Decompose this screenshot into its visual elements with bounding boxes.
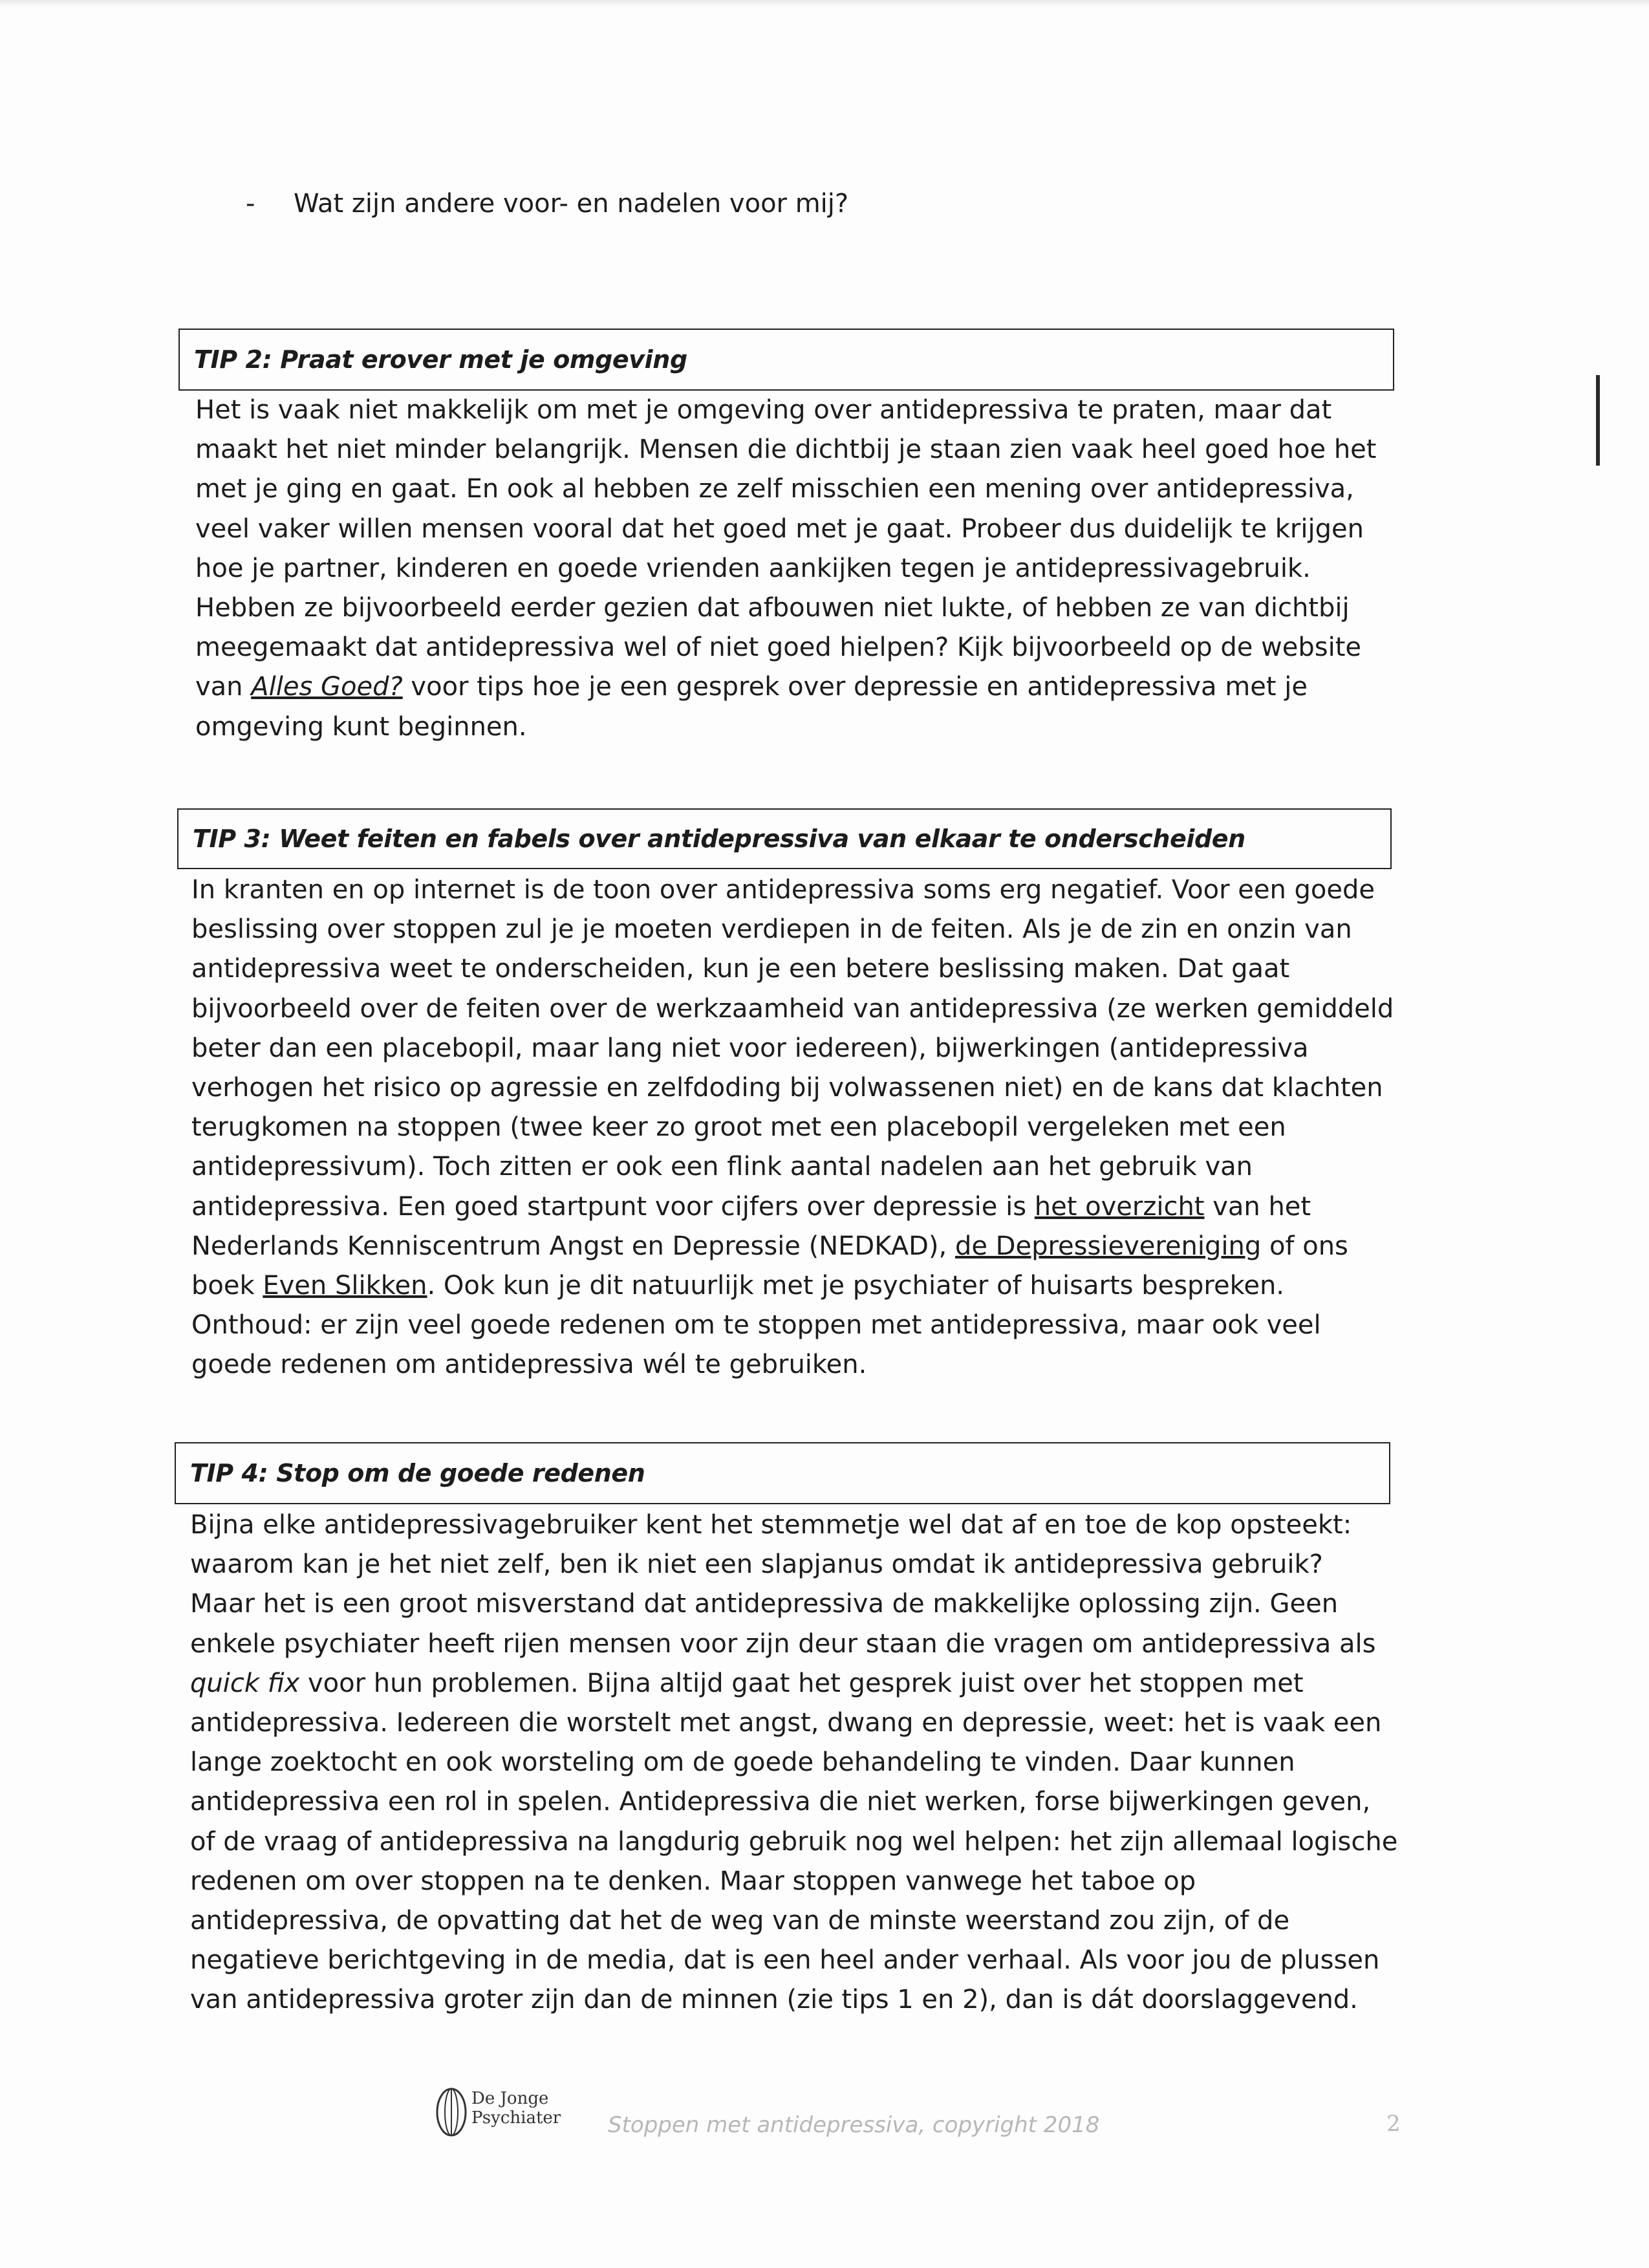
tip4-line: enkele psychiater heeft rijen mensen voor zijn deur staan die vragen om antidepressiva als xyxy=(190,1628,1376,1659)
tip2-line: Hebben ze bijvoorbeeld eerder gezien dat afbouwen niet lukte, of hebben ze van dichtbij xyxy=(195,592,1350,623)
tip3-header-box xyxy=(177,808,1392,869)
tip3-line: Onthoud: er zijn veel goede redenen om te stoppen met antidepressiva, maar ook veel xyxy=(191,1310,1321,1341)
footer-logo xyxy=(435,2086,577,2138)
tip4-line: Bijna elke antidepressivagebruiker kent het stemmetje wel dat af en toe de kop opsteekt: xyxy=(190,1510,1352,1540)
tip2-line xyxy=(195,667,1376,707)
tip2-line: meegemaakt dat antidepressiva wel of niet goed hielpen? Kijk bijvoorbeeld op de website xyxy=(195,632,1362,663)
tip3-line: verhogen het risico op agressie en zelfdoding bij volwassenen niet) en de kans dat klachten xyxy=(191,1072,1383,1103)
alles-goed-link[interactable]: Alles Goed? xyxy=(251,672,403,702)
het-overzicht-link[interactable]: het overzicht xyxy=(1034,1191,1205,1222)
tip4-line xyxy=(190,1664,1397,1703)
tip2-line-post: voor tips hoe je een gesprek over depressie en antidepressiva met je xyxy=(402,672,1308,702)
tip3-line: beslissing over stoppen zul je je moeten verdiepen in de feiten. Als je de zin en onzin van xyxy=(191,914,1352,945)
tip4-line: antidepressiva. Iedereen die worstelt met angst, dwang en depressie, weet: het is vaak een xyxy=(190,1707,1382,1738)
tip4-line: antidepressiva, de opvatting dat het de weg van de minste weerstand zou zijn, of de xyxy=(190,1905,1290,1936)
tip4-header-box xyxy=(175,1442,1390,1504)
logo-line2: Psychiater xyxy=(471,2108,561,2128)
tip4-title: TIP 4: Stop om de goede redenen xyxy=(190,1459,645,1487)
tip3-line-post: . Ook kun je dit natuurlijk met je psychiater of huisarts bespreken. xyxy=(427,1270,1285,1301)
tip2-header-box xyxy=(178,329,1394,391)
tip4-line: Maar het is een groot misverstand dat antidepressiva de makkelijke oplossing zijn. Geen xyxy=(190,1589,1339,1619)
logo-emblem-icon xyxy=(435,2086,468,2138)
footer-title: Stoppen met antidepressiva, copyright 2018 xyxy=(608,2112,1100,2138)
quick-fix-italic: quick fix xyxy=(190,1668,300,1698)
tip4-line: antidepressiva een rol in spelen. Antidepressiva die niet werken, forse bijwerkingen geven, xyxy=(190,1787,1371,1817)
tip4-line: van antidepressiva groter zijn dan de minnen (zie tips 1 en 2), dan is dát doorslaggevend. xyxy=(190,1985,1358,2015)
tip4-line-post: voor hun problemen. Bijna altijd gaat het gesprek juist over het stoppen met xyxy=(299,1668,1304,1698)
tip3-title: TIP 3: Weet feiten en fabels over antidepressiva van elkaar te onderscheiden xyxy=(193,825,1245,853)
logo-wordmark xyxy=(471,2089,561,2128)
tip3-line xyxy=(191,1266,1394,1306)
tip2-line: hoe je partner, kinderen en goede vrienden aankijken tegen je antidepressivagebruik. xyxy=(195,553,1311,583)
tip4-line: lange zoektocht en ook worsteling om de goede behandeling te vinden. Daar kunnen xyxy=(190,1747,1295,1778)
even-slikken-link[interactable]: Even Slikken xyxy=(263,1270,427,1301)
tip3-line-post: van het xyxy=(1204,1191,1311,1222)
page-number: 2 xyxy=(1386,2111,1401,2137)
tip3-line: goede redenen om antidepressiva wél te gebruiken. xyxy=(191,1350,867,1380)
tip4-paragraph xyxy=(190,1506,1397,2020)
tip2-line: omgeving kunt beginnen. xyxy=(195,711,527,742)
tip2-line-pre: van xyxy=(195,672,252,702)
tip4-line: of de vraag of antidepressiva na langdurig gebruik nog wel helpen: het zijn allemaal logische xyxy=(190,1826,1398,1857)
tip3-line: terugkomen na stoppen (twee keer zo groot met een placebopil vergeleken met een xyxy=(191,1112,1286,1143)
depressievereniging-link[interactable]: de Depressievereniging xyxy=(954,1231,1262,1261)
bullet-dash: - xyxy=(246,189,255,219)
tip3-line-pre: boek xyxy=(191,1270,263,1301)
tip3-line: In kranten en op internet is de toon over antidepressiva soms erg negatief. Voor een goede xyxy=(191,875,1375,905)
bullet-question: Wat zijn andere voor- en nadelen voor mij? xyxy=(294,189,849,219)
tip3-paragraph xyxy=(191,870,1394,1385)
tip2-line: veel vaker willen mensen vooral dat het goed met je gaat. Probeer dus duidelijk te krijgen xyxy=(195,513,1364,544)
tip3-line: beter dan een placebopil, maar lang niet voor iedereen), bijwerkingen (antidepressiva xyxy=(191,1033,1309,1063)
tip2-paragraph xyxy=(195,391,1376,747)
tip3-line-pre: Nederlands Kenniscentrum Angst en Depressie (NEDKAD), xyxy=(191,1231,955,1261)
tip3-line: bijvoorbeeld over de feiten over de werkzaamheid van antidepressiva (ze werken gemiddeld xyxy=(191,993,1394,1024)
tip2-line: met je ging en gaat. En ook al hebben ze zelf misschien een mening over antidepressiva, xyxy=(195,474,1354,504)
logo-line1: De Jonge xyxy=(471,2089,549,2108)
tip3-line-post: of ons xyxy=(1261,1231,1348,1261)
tip3-line: antidepressiva weet te onderscheiden, kun je een betere beslissing maken. Dat gaat xyxy=(191,954,1290,984)
tip3-line: antidepressivum). Toch zitten er ook een flink aantal nadelen aan het gebruik van xyxy=(191,1152,1253,1182)
tip2-line: Het is vaak niet makkelijk om met je omgeving over antidepressiva te praten, maar dat xyxy=(195,395,1332,425)
tip3-line xyxy=(191,1227,1394,1266)
tip2-title: TIP 2: Praat erover met je omgeving xyxy=(194,345,687,374)
scan-edge-top xyxy=(0,0,1649,6)
tip2-line: maakt het niet minder belangrijk. Mensen die dichtbij je staan zien vaak heel goed hoe het xyxy=(195,435,1377,465)
scan-edge-right xyxy=(1596,375,1600,466)
tip4-line: redenen om over stoppen na te denken. Maar stoppen vanwege het taboe op xyxy=(190,1866,1196,1896)
tip3-line xyxy=(191,1187,1394,1227)
tip4-line: waarom kan je het niet zelf, ben ik niet een slapjanus omdat ik antidepressiva gebruik? xyxy=(190,1550,1323,1580)
tip4-line: negatieve berichtgeving in de media, dat is een heel ander verhaal. Als voor jou de plussen xyxy=(190,1945,1380,1976)
tip3-line-pre: antidepressiva. Een goed startpunt voor cijfers over depressie is xyxy=(191,1191,1035,1222)
